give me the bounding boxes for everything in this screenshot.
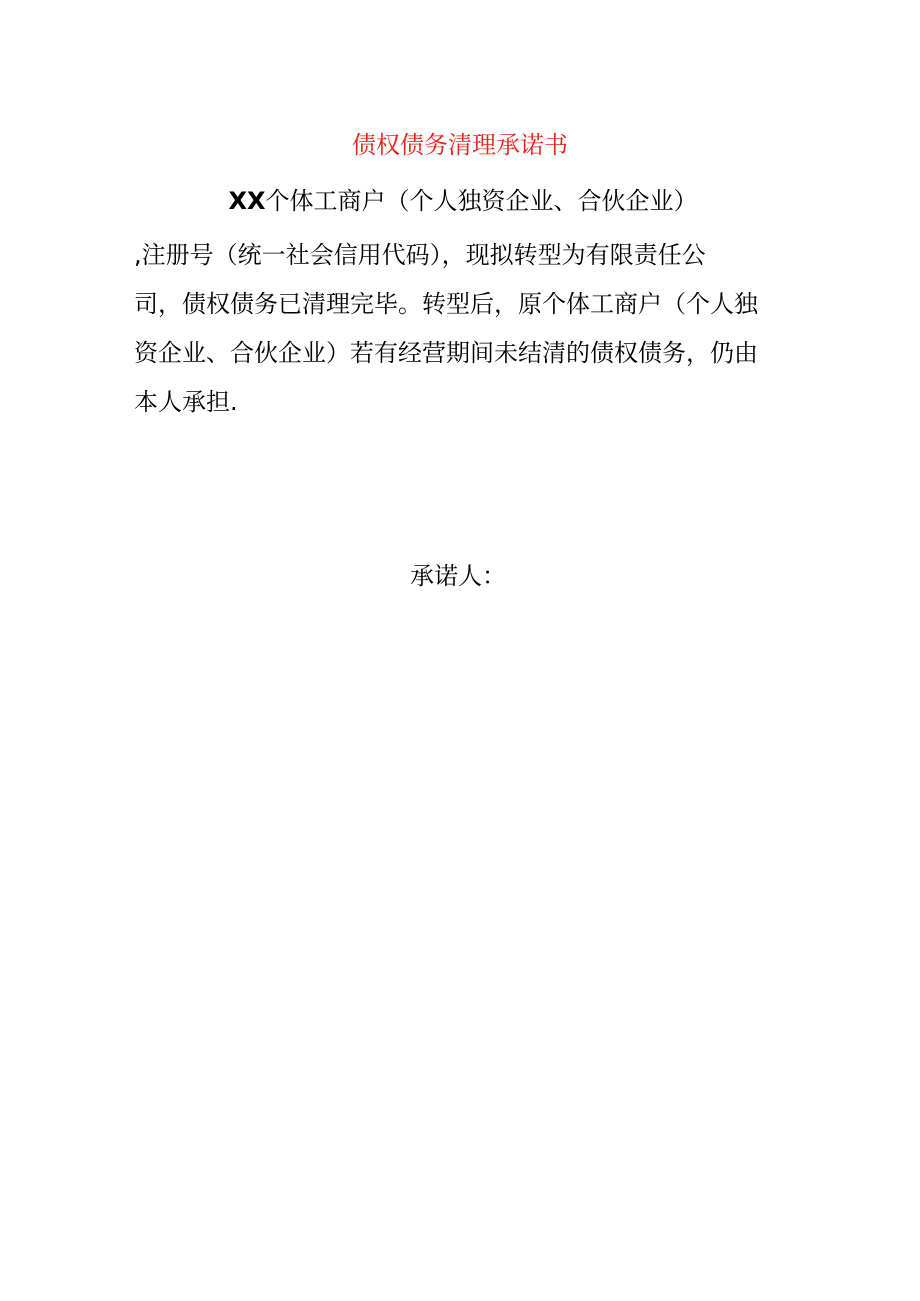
entity-text: 个体工商户（个人独资企业、合伙企业） (265, 187, 698, 215)
body-line: 司，债权债务已清理完毕。转型后，原个体工商户（个人独 (134, 290, 758, 318)
body-line: ,注册号（统一社会信用代码），现拟转型为有限责任公 (134, 241, 706, 269)
commitment-body (134, 238, 794, 434)
entity-line (0, 184, 920, 218)
signature-label: 承诺人： (410, 562, 506, 590)
body-line: 资企业、合伙企业）若有经营期间未结清的债权债务，仍由 (134, 339, 758, 367)
body-line: 本人承担. (134, 388, 238, 416)
entity-prefix: XX (228, 187, 266, 215)
document-title: 债权债务清理承诺书 (352, 131, 568, 159)
